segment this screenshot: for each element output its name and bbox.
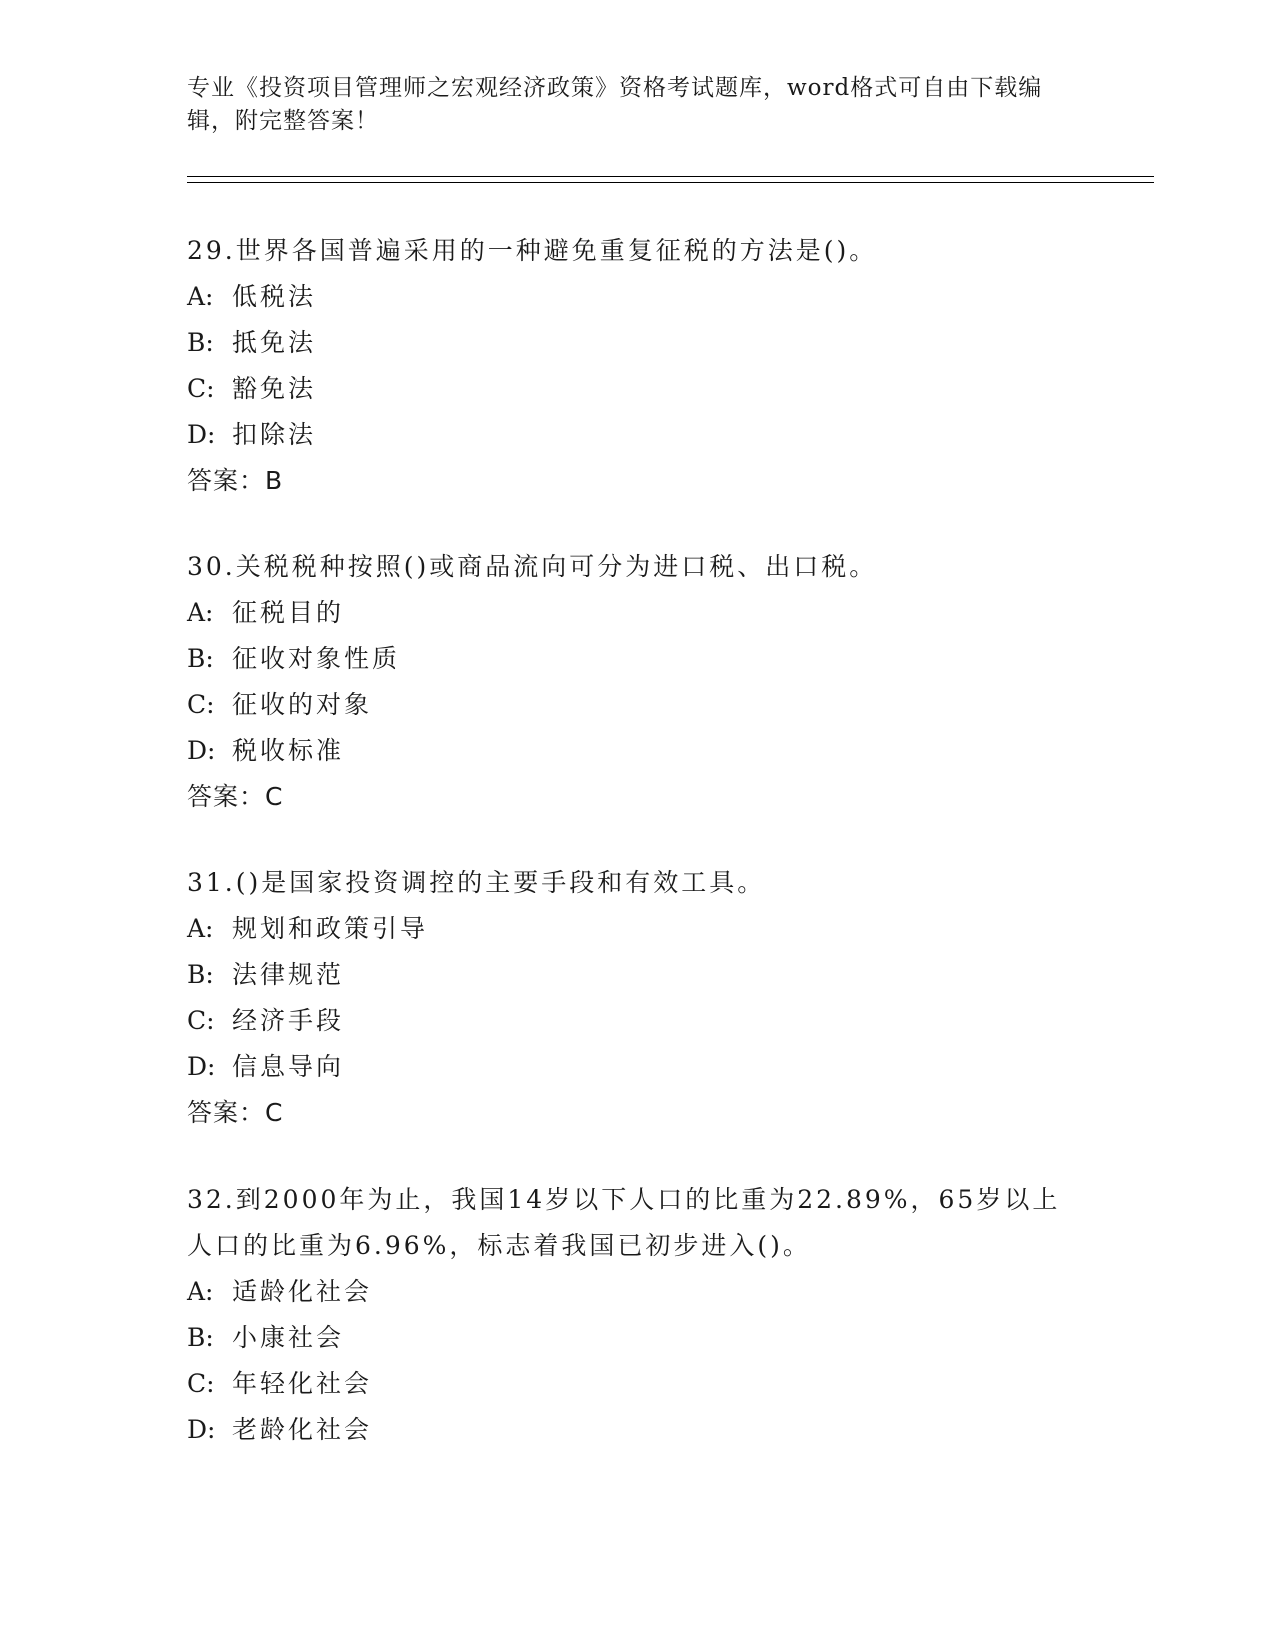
option-text: 经济手段	[232, 1006, 345, 1035]
document-header	[187, 72, 1087, 138]
option-key: C:	[187, 1369, 215, 1398]
option-text: 法律规范	[232, 960, 345, 989]
answer-label: 答案：C	[187, 1098, 284, 1127]
answer-label: 答案：C	[187, 782, 284, 811]
option-key: D:	[187, 1415, 216, 1444]
option-text: 老龄化社会	[232, 1415, 373, 1444]
question-stem	[187, 1177, 1087, 1269]
question-30	[187, 544, 1087, 820]
option-b	[187, 952, 1087, 998]
question-stem-line-2: 人口的比重为6.96%，标志着我国已初步进入()。	[187, 1231, 811, 1260]
option-key: C:	[187, 374, 215, 403]
header-line-1: 专业《投资项目管理师之宏观经济政策》资格考试题库，word格式可自由下载编	[187, 75, 1043, 101]
question-stem: 30.关税税种按照()或商品流向可分为进口税、出口税。	[187, 552, 878, 581]
option-text: 年轻化社会	[232, 1369, 373, 1398]
question-29	[187, 228, 1087, 504]
header-line-2: 辑，附完整答案！	[187, 108, 379, 134]
option-key: B:	[187, 328, 214, 357]
option-a	[187, 906, 1087, 952]
option-d	[187, 412, 1087, 458]
question-31	[187, 860, 1087, 1136]
option-a	[187, 590, 1087, 636]
option-key: D:	[187, 420, 216, 449]
answer-label: 答案：B	[187, 466, 284, 495]
option-text: 征收的对象	[232, 690, 373, 719]
option-b	[187, 1315, 1087, 1361]
option-a	[187, 1269, 1087, 1315]
option-text: 抵免法	[232, 328, 317, 357]
option-key: B:	[187, 960, 214, 989]
option-text: 豁免法	[232, 374, 317, 403]
option-key: A:	[187, 914, 214, 943]
option-key: A:	[187, 1277, 214, 1306]
option-d	[187, 1407, 1087, 1453]
option-b	[187, 320, 1087, 366]
option-key: A:	[187, 598, 214, 627]
option-key: D:	[187, 1052, 216, 1081]
option-text: 征收对象性质	[232, 644, 401, 673]
option-d	[187, 1044, 1087, 1090]
option-c	[187, 682, 1087, 728]
header-divider-bottom	[187, 182, 1154, 183]
option-text: 规划和政策引导	[232, 914, 429, 943]
option-text: 信息导向	[232, 1052, 345, 1081]
option-text: 税收标准	[232, 736, 345, 765]
question-stem-line-1: 32.到2000年为止，我国14岁以下人口的比重为22.89%，65岁以上	[187, 1185, 1061, 1214]
header-divider-top	[187, 176, 1154, 177]
option-d	[187, 728, 1087, 774]
question-stem: 31.()是国家投资调控的主要手段和有效工具。	[187, 868, 766, 897]
option-c	[187, 366, 1087, 412]
option-key: D:	[187, 736, 216, 765]
option-c	[187, 1361, 1087, 1407]
option-key: A:	[187, 282, 214, 311]
question-32	[187, 1177, 1087, 1453]
question-stem: 29.世界各国普遍采用的一种避免重复征税的方法是()。	[187, 236, 878, 265]
option-text: 适龄化社会	[232, 1277, 373, 1306]
option-text: 低税法	[232, 282, 317, 311]
option-key: C:	[187, 690, 215, 719]
option-text: 小康社会	[232, 1323, 345, 1352]
option-c	[187, 998, 1087, 1044]
option-key: B:	[187, 644, 214, 673]
option-key: C:	[187, 1006, 215, 1035]
option-text: 扣除法	[232, 420, 317, 449]
option-text: 征税目的	[232, 598, 345, 627]
option-b	[187, 636, 1087, 682]
option-a	[187, 274, 1087, 320]
option-key: B:	[187, 1323, 214, 1352]
